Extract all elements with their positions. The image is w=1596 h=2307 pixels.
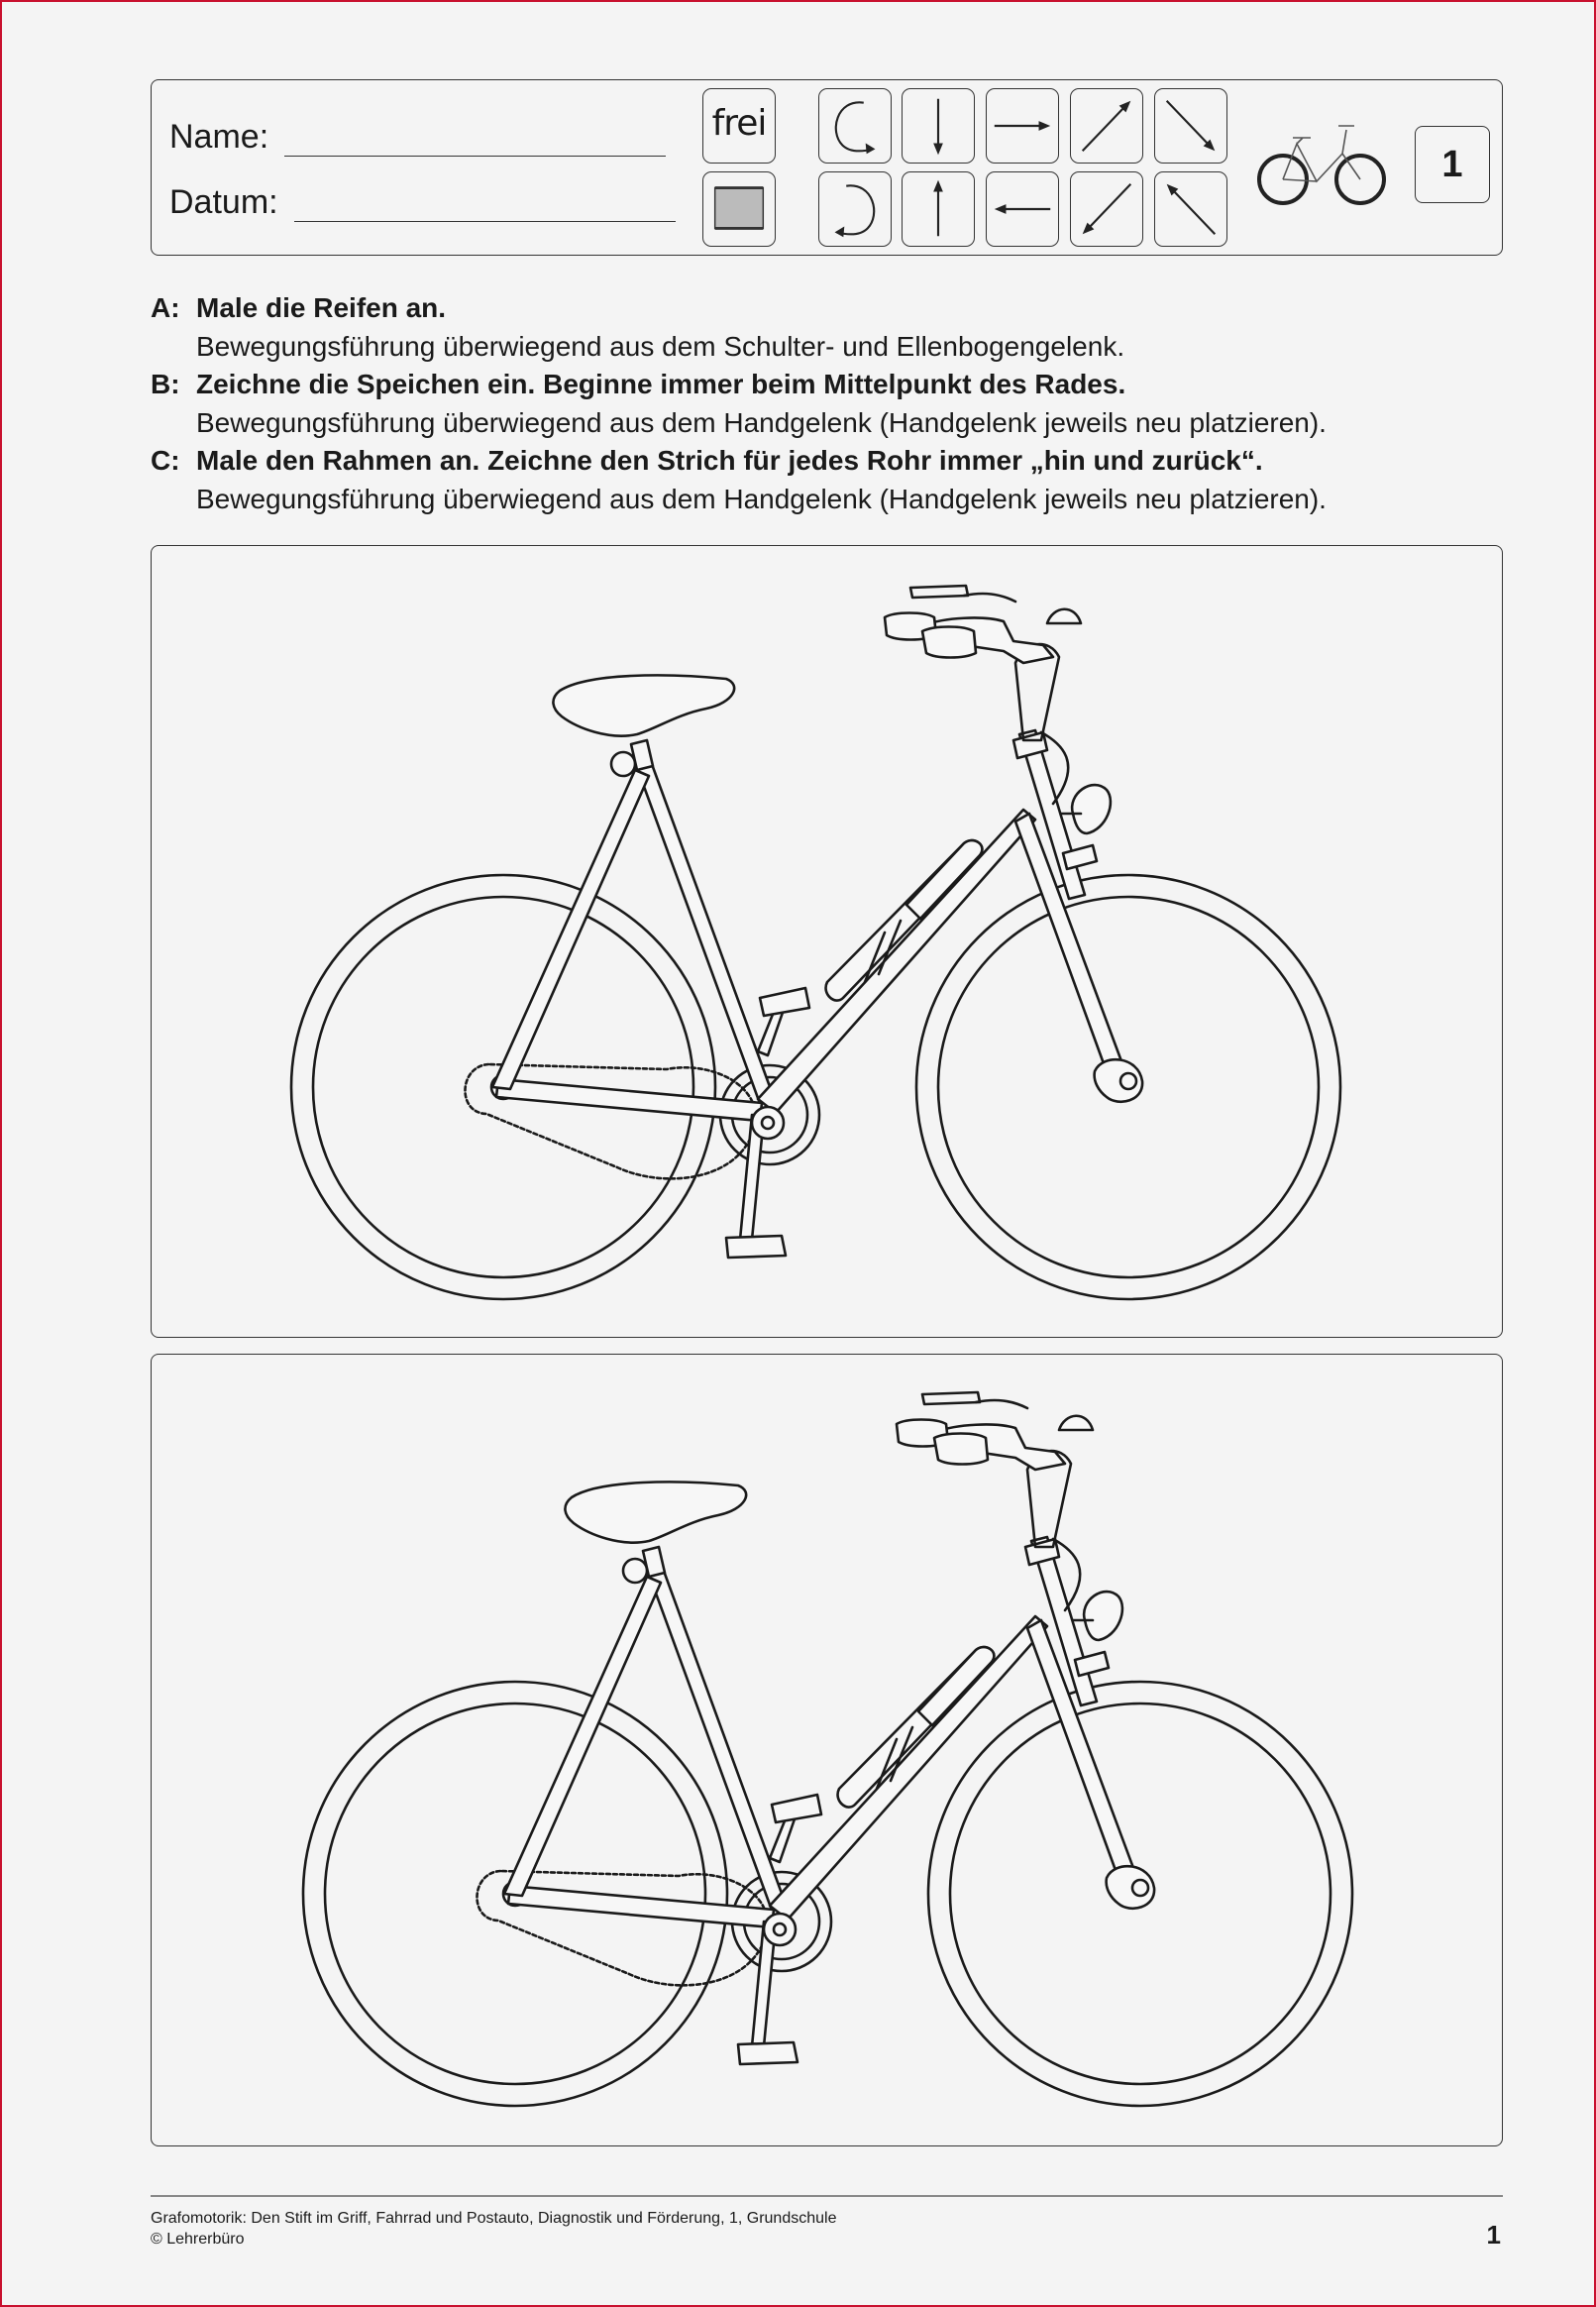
curve-clockwise-icon	[818, 88, 892, 164]
instruction-letter: C:	[151, 445, 180, 476]
curve-counterclockwise-icon	[818, 171, 892, 247]
footer-source: Grafomotorik: Den Stift im Griff, Fahrrad und Postauto, Diagnostik und Förderung, 1, Grundschule	[151, 2210, 837, 2227]
arrow-up-icon	[902, 171, 975, 247]
page-number: 1	[1486, 2220, 1501, 2250]
instruction-title: Zeichne die Speichen ein. Beginne immer beim Mittelpunkt des Rades.	[196, 369, 1126, 399]
instruction-b	[151, 366, 1518, 404]
instruction-letter: A:	[151, 292, 180, 323]
page-badge: 1	[1415, 126, 1490, 203]
footer-copyright: © Lehrerbüro	[151, 2231, 245, 2248]
free-label: frei	[711, 103, 767, 144]
date-line[interactable]	[294, 191, 676, 222]
instruction-title: Male den Rahmen an. Zeichne den Strich für jedes Rohr immer „hin und zurück“.	[196, 445, 1263, 476]
date-field[interactable]	[169, 183, 676, 222]
arrow-up-right-icon	[1070, 88, 1143, 164]
name-field[interactable]	[169, 118, 666, 157]
arrow-right-icon	[986, 88, 1059, 164]
instruction-detail: Bewegungsführung überwiegend aus dem Handgelenk (Handgelenk jeweils neu platzieren).	[196, 483, 1327, 514]
arrow-down-left-icon	[1070, 171, 1143, 247]
bicycle-panel-1	[151, 545, 1503, 1338]
grey-square-icon	[702, 171, 776, 247]
arrow-down-icon	[902, 88, 975, 164]
instruction-letter: B:	[151, 369, 180, 399]
name-line[interactable]	[284, 126, 666, 157]
worksheet-header	[151, 79, 1503, 256]
arrow-left-icon	[986, 171, 1059, 247]
bicycle-icon	[1255, 116, 1388, 211]
name-label: Name:	[169, 118, 269, 156]
instruction-detail: Bewegungsführung überwiegend aus dem Schulter- und Ellenbogengelenk.	[196, 330, 1125, 362]
footer-citation	[151, 2208, 836, 2250]
arrow-down-right-icon	[1154, 88, 1227, 164]
footer-divider	[151, 2195, 1503, 2197]
date-label: Datum:	[169, 183, 278, 221]
bicycle-illustration-2	[152, 1355, 1504, 2147]
instruction-detail: Bewegungsführung überwiegend aus dem Handgelenk (Handgelenk jeweils neu platzieren).	[196, 406, 1327, 438]
arrow-up-left-icon	[1154, 171, 1227, 247]
instructions	[151, 289, 1518, 518]
free-choice-box	[702, 88, 776, 164]
instruction-a	[151, 289, 1518, 328]
instruction-title: Male die Reifen an.	[196, 292, 447, 323]
instruction-c	[151, 442, 1518, 481]
bicycle-panel-2	[151, 1354, 1503, 2146]
bicycle-illustration-1	[152, 546, 1504, 1339]
